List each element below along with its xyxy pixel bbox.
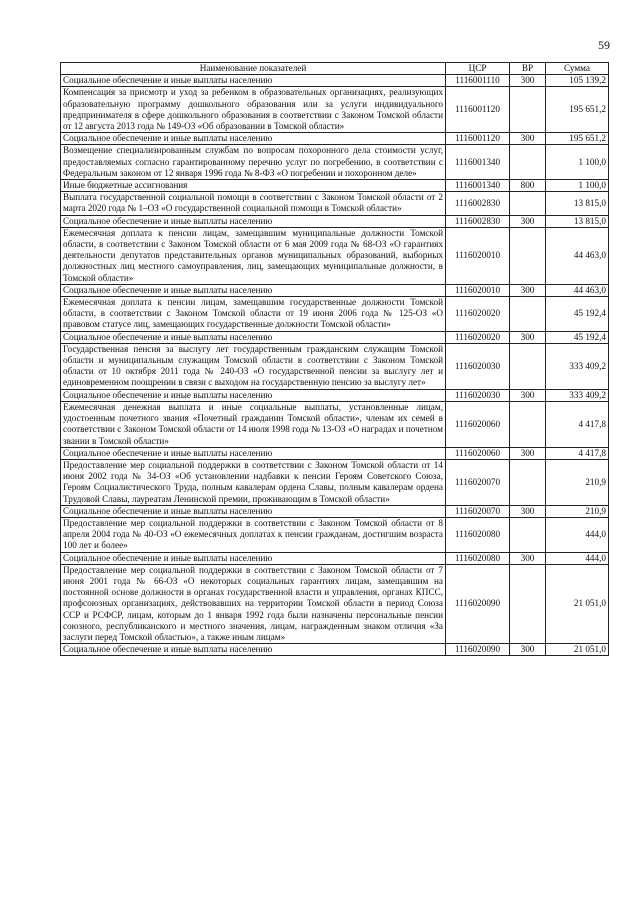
table-row	[61, 389, 609, 401]
cell-sum: 105 139,2	[546, 75, 609, 87]
table-row	[61, 505, 609, 517]
cell-csr: 1116001120	[446, 87, 510, 133]
table-header-row	[61, 63, 609, 75]
cell-sum: 44 463,0	[546, 284, 609, 296]
cell-vr: 300	[510, 447, 546, 459]
cell-vr: 300	[510, 133, 546, 145]
cell-name: Государственная пенсия за выслугу лет государственным гражданским служащим Томской области и муниципальным служащим Томской области в соответствии с Законом Томской области от 10 октября 2011 года № 240-ОЗ «О государственной пенсии за выслугу лет и единовременном поощрении в связи с выходом на государственную пенсию за выслугу лет»	[61, 343, 446, 389]
cell-vr: 300	[510, 284, 546, 296]
cell-sum: 444,0	[546, 517, 609, 552]
table-row	[61, 517, 609, 552]
cell-name: Социальное обеспечение и иные выплаты населению	[61, 133, 446, 145]
cell-sum: 1 100,0	[546, 145, 609, 180]
cell-name: Социальное обеспечение и иные выплаты населению	[61, 644, 446, 656]
table-row	[61, 564, 609, 643]
cell-csr: 1116020070	[446, 505, 510, 517]
cell-vr: 300	[510, 75, 546, 87]
table-row	[61, 447, 609, 459]
table-row	[61, 87, 609, 133]
cell-name: Ежемесячная доплата к пенсии лицам, замещавшим муниципальные должности Томской области, в соответствии с Законом Томской области от 6 мая 2009 года № 68-ОЗ «О гарантиях деятельности депутатов представительных органов муниципальных образований, выборных должностных лиц местного самоуправления, лиц, замещающих муниципальные должности, в Томской области»	[61, 227, 446, 284]
cell-vr	[510, 145, 546, 180]
cell-sum: 4 417,8	[546, 401, 609, 447]
cell-vr: 800	[510, 180, 546, 192]
table-body	[61, 75, 609, 656]
header-sum: Сумма	[546, 63, 609, 75]
header-csr: ЦСР	[446, 63, 510, 75]
cell-sum: 333 409,2	[546, 343, 609, 389]
table-row	[61, 284, 609, 296]
table-row	[61, 331, 609, 343]
table-row	[61, 133, 609, 145]
cell-vr	[510, 297, 546, 332]
cell-sum: 45 192,4	[546, 297, 609, 332]
cell-csr: 1116020010	[446, 227, 510, 284]
cell-name: Социальное обеспечение и иные выплаты населению	[61, 75, 446, 87]
table-row	[61, 215, 609, 227]
cell-vr	[510, 459, 546, 505]
cell-vr	[510, 227, 546, 284]
cell-sum: 195 651,2	[546, 87, 609, 133]
cell-csr: 1116001120	[446, 133, 510, 145]
cell-name: Иные бюджетные ассигнования	[61, 180, 446, 192]
cell-vr: 300	[510, 644, 546, 656]
cell-vr	[510, 343, 546, 389]
cell-csr: 1116001340	[446, 145, 510, 180]
budget-table	[60, 62, 609, 656]
cell-sum: 1 100,0	[546, 180, 609, 192]
cell-name: Социальное обеспечение и иные выплаты населению	[61, 331, 446, 343]
cell-vr	[510, 192, 546, 215]
cell-vr: 300	[510, 215, 546, 227]
cell-name: Социальное обеспечение и иные выплаты населению	[61, 505, 446, 517]
cell-csr: 1116020030	[446, 389, 510, 401]
cell-sum: 333 409,2	[546, 389, 609, 401]
page-number: 59	[598, 38, 610, 52]
cell-vr	[510, 517, 546, 552]
cell-vr: 300	[510, 331, 546, 343]
table-row	[61, 75, 609, 87]
table-row	[61, 552, 609, 564]
cell-sum: 210,9	[546, 459, 609, 505]
cell-sum: 21 051,0	[546, 644, 609, 656]
cell-name: Социальное обеспечение и иные выплаты населению	[61, 552, 446, 564]
cell-name: Социальное обеспечение и иные выплаты населению	[61, 284, 446, 296]
cell-name: Ежемесячная доплата к пенсии лицам, замещавшим государственные должности Томской области, в соответствии с Законом Томской области от 19 июня 2006 года № 125-ОЗ «О правовом статусе лиц, замещающих государственные должности Томской области»	[61, 297, 446, 332]
cell-csr: 1116020060	[446, 447, 510, 459]
cell-sum: 13 815,0	[546, 192, 609, 215]
cell-csr: 1116020070	[446, 459, 510, 505]
cell-name: Предоставление мер социальной поддержки в соответствии с Законом Томской области от 14 июня 2002 года № 34-ОЗ «Об установлении надбавки к пенсии Героям Советского Союза, Героям Социалистического Труда, полным кавалерам ордена Славы, полным кавалерам ордена Трудовой Славы, лауреатам Ленинской премии, проживающим в Томской области»	[61, 459, 446, 505]
cell-sum: 444,0	[546, 552, 609, 564]
cell-name: Ежемесячная денежная выплата и иные социальные выплаты, установленные лицам, удостоенным почетного звания «Почетный гражданин Томской области», членам их семей в соответствии с Законом Томской области от 14 июля 1998 года № 13-ОЗ «О наградах и почетном звании в Томской области»	[61, 401, 446, 447]
table-row	[61, 297, 609, 332]
header-vr: ВР	[510, 63, 546, 75]
table-row	[61, 644, 609, 656]
cell-vr: 300	[510, 505, 546, 517]
cell-csr: 1116020080	[446, 552, 510, 564]
cell-csr: 1116020060	[446, 401, 510, 447]
cell-sum: 13 815,0	[546, 215, 609, 227]
cell-vr: 300	[510, 552, 546, 564]
cell-csr: 1116020090	[446, 644, 510, 656]
cell-sum: 44 463,0	[546, 227, 609, 284]
cell-csr: 1116002830	[446, 192, 510, 215]
cell-name: Социальное обеспечение и иные выплаты населению	[61, 215, 446, 227]
cell-csr: 1116020010	[446, 284, 510, 296]
cell-csr: 1116020090	[446, 564, 510, 643]
cell-sum: 4 417,8	[546, 447, 609, 459]
table-row	[61, 343, 609, 389]
cell-name: Возмещение специализированным службам по вопросам похоронного дела стоимости услуг, предоставляемых согласно гарантированному перечню услуг по погребению, в соответствии с Федеральным законом от 12 января 1996 года № 8-ФЗ «О погребении и похоронном деле»	[61, 145, 446, 180]
cell-sum: 21 051,0	[546, 564, 609, 643]
cell-sum: 195 651,2	[546, 133, 609, 145]
table-row	[61, 459, 609, 505]
cell-csr: 1116002830	[446, 215, 510, 227]
cell-sum: 210,9	[546, 505, 609, 517]
cell-csr: 1116020020	[446, 331, 510, 343]
header-name: Наименование показателей	[61, 63, 446, 75]
cell-csr: 1116020030	[446, 343, 510, 389]
table-row	[61, 180, 609, 192]
cell-csr: 1116020080	[446, 517, 510, 552]
cell-vr: 300	[510, 389, 546, 401]
cell-csr: 1116020020	[446, 297, 510, 332]
table-row	[61, 145, 609, 180]
cell-name: Предоставление мер социальной поддержки в соответствии с Законом Томской области от 8 апреля 2004 года № 40-ОЗ «О ежемесячных доплатах к пенсии гражданам, достигшим возраста 100 лет и более»	[61, 517, 446, 552]
cell-name: Предоставление мер социальной поддержки в соответствии с Законом Томской области от 7 июня 2001 года № 66-ОЗ «О некоторых социальных гарантиях лицам, замещавшим на постоянной основе должности в органах государственной власти и управления, органах КПСС, профсоюзных организациях, действовавших на территории Томской области в период Союза ССР и РСФСР, лицам, которым до 1 января 1992 года были назначены персональные пенсии союзного, республиканского и местного значения, лицам, награжденным знаком отличия «За заслуги перед Томской областью», а также иным лицам»	[61, 564, 446, 643]
cell-vr	[510, 401, 546, 447]
cell-vr	[510, 564, 546, 643]
cell-csr: 1116001340	[446, 180, 510, 192]
cell-sum: 45 192,4	[546, 331, 609, 343]
cell-name: Компенсация за присмотр и уход за ребенком в образовательных организациях, реализующих образовательную программу дошкольного образования или за услуги индивидуального предпринимателя в сфере дошкольного образования в соответствии с Законом Томской области от 12 августа 2013 года № 149-ОЗ «Об образовании в Томской области»	[61, 87, 446, 133]
cell-csr: 1116001110	[446, 75, 510, 87]
table-row	[61, 192, 609, 215]
cell-vr	[510, 87, 546, 133]
cell-name: Социальное обеспечение и иные выплаты населению	[61, 447, 446, 459]
cell-name: Социальное обеспечение и иные выплаты населению	[61, 389, 446, 401]
table-row	[61, 401, 609, 447]
cell-name: Выплата государственной социальной помощи в соответствии с Законом Томской области от 2 марта 2020 года № 1–ОЗ «О государственной социальной помощи в Томской области»	[61, 192, 446, 215]
table-row	[61, 227, 609, 284]
